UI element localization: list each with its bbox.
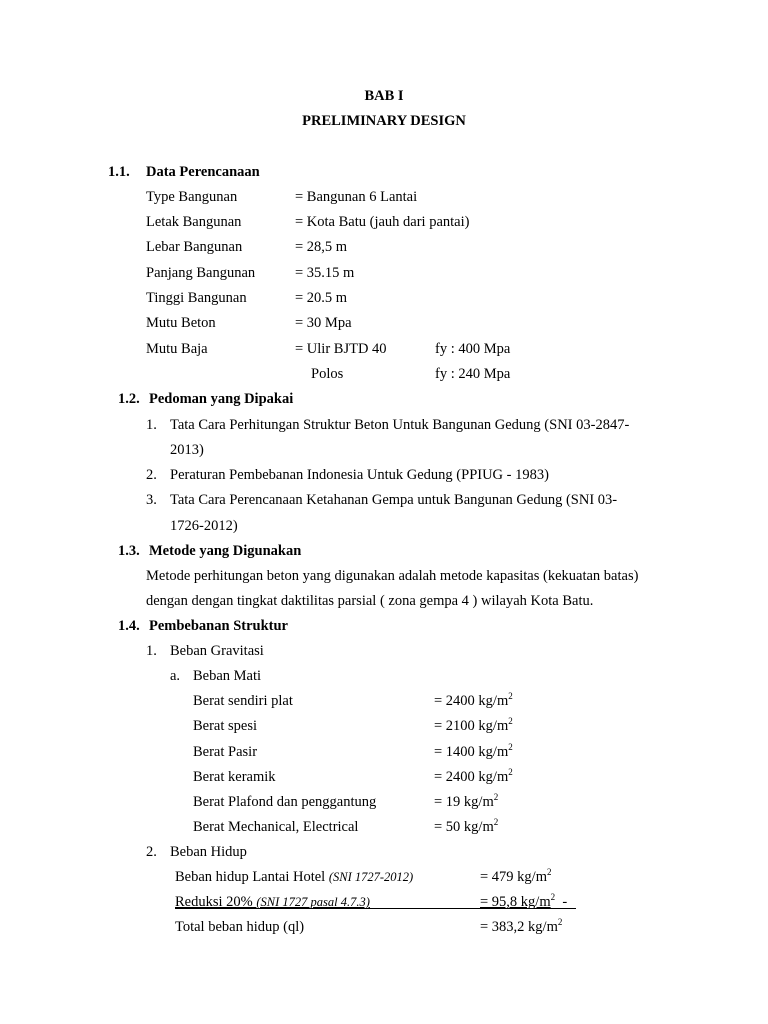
load-value: = 2100 $kg/m^2$ <box>434 716 513 734</box>
data-value: = Bangunan 6 Lantai <box>295 189 418 205</box>
list-letter: a. <box>170 668 181 684</box>
live-load-label: Total beban hidup (ql) <box>175 919 305 935</box>
load-value: = 2400 $kg/m^2$ <box>434 691 513 709</box>
list-item: Tata Cara Perhitungan Struktur Beton Untuk Bangunan Gedung (SNI 03-2847- <box>170 417 630 433</box>
list-item: Tata Cara Perencanaan Ketahanan Gempa untuk Bangunan Gedung (SNI 03- <box>170 492 618 508</box>
section-title: Pembebanan Struktur <box>149 618 288 634</box>
list-number: 3. <box>146 492 157 508</box>
section-title: Pedoman yang Dipakai <box>149 391 294 407</box>
chapter-heading: BAB I <box>364 88 404 104</box>
chapter-title: PRELIMINARY DESIGN <box>302 113 466 129</box>
section-number: 1.1. <box>108 164 130 180</box>
data-label: Letak Bangunan <box>146 214 242 230</box>
subsection-title: Beban Mati <box>193 668 262 684</box>
load-value: = 2400 $kg/m^2$ <box>434 767 513 785</box>
data-value: = Ulir BJTD 40 <box>295 341 387 357</box>
live-load-label: Reduksi 20% (SNI 1727 pasal 4.7.3) <box>175 894 370 910</box>
list-number: 2. <box>146 467 157 483</box>
data-extra: fy : 400 Mpa <box>435 341 511 357</box>
load-value: = 19 $kg/m^2$ <box>434 792 499 810</box>
data-value: = 30 Mpa <box>295 315 352 331</box>
load-label: Berat sendiri plat <box>193 693 293 709</box>
paragraph-line: dengan dengan tingkat daktilitas parsial ( zona gempa 4 ) wilayah Kota Batu. <box>146 593 594 609</box>
data-label: Mutu Beton <box>146 315 216 331</box>
list-number: 1. <box>146 417 157 433</box>
section-number: 1.4. <box>118 618 140 634</box>
section-number: 1.3. <box>118 543 140 559</box>
live-load-value: = 479 $kg/m^2$ <box>480 867 552 885</box>
section-number: 1.2. <box>118 391 140 407</box>
list-item-cont: 2013) <box>170 442 204 458</box>
load-label: Berat Mechanical, Electrical <box>193 819 359 835</box>
data-label: Mutu Baja <box>146 341 208 357</box>
load-label: Berat keramik <box>193 769 276 785</box>
data-value: = 28,5 m <box>295 239 348 255</box>
list-item: Peraturan Pembebanan Indonesia Untuk Gedung (PPIUG - 1983) <box>170 467 549 483</box>
data-label: Lebar Bangunan <box>146 239 243 255</box>
data-label: Tinggi Bangunan <box>146 290 247 306</box>
list-number: 2. <box>146 844 157 860</box>
load-label: Berat Pasir <box>193 744 258 760</box>
live-load-value: = 383,2 $kg/m^2$ <box>480 917 563 935</box>
data-value: = Kota Batu (jauh dari pantai) <box>295 214 470 230</box>
load-value: = 1400 $kg/m^2$ <box>434 742 513 760</box>
section-title: Data Perencanaan <box>146 164 260 180</box>
load-value: = 50 $kg/m^2$ <box>434 817 499 835</box>
load-label: Berat Plafond dan penggantung <box>193 794 377 810</box>
paragraph-line: Metode perhitungan beton yang digunakan adalah metode kapasitas (kekuatan batas) <box>146 568 639 584</box>
load-label: Berat spesi <box>193 718 258 734</box>
list-number: 1. <box>146 643 157 659</box>
data-value: Polos <box>311 366 344 382</box>
subsection-title: Beban Gravitasi <box>170 643 264 659</box>
data-label: Type Bangunan <box>146 189 238 205</box>
data-value: = 20.5 m <box>295 290 348 306</box>
list-item-cont: 1726-2012) <box>170 518 238 534</box>
subsection-title: Beban Hidup <box>170 844 247 860</box>
live-load-label: Beban hidup Lantai Hotel (SNI 1727-2012) <box>175 869 414 885</box>
live-load-value: = 95,8 $kg/m^2$ - <box>480 892 568 910</box>
section-title: Metode yang Digunakan <box>149 543 302 559</box>
data-label: Panjang Bangunan <box>146 265 256 281</box>
data-value: = 35.15 m <box>295 265 355 281</box>
data-extra: fy : 240 Mpa <box>435 366 511 382</box>
